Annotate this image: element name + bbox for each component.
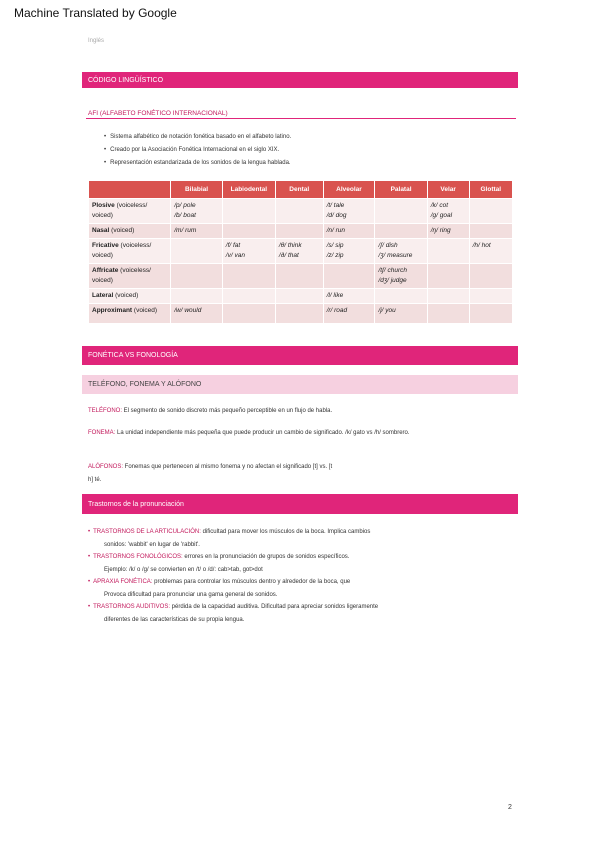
section-header-fonetica	[82, 346, 518, 365]
ipa-cell	[469, 289, 512, 304]
voicing-note: (voiceless/ voiced)	[92, 267, 151, 284]
ipa-cell	[375, 199, 427, 224]
ipa-cell	[171, 264, 223, 289]
ipa-cell	[275, 264, 323, 289]
manner-label: Affricate	[92, 267, 119, 274]
ipa-cell	[275, 224, 323, 239]
ipa-row-header	[89, 264, 171, 289]
section-title: FONÉTICA VS FONOLOGÍA	[88, 352, 178, 359]
ipa-column-header: Glottal	[469, 181, 512, 199]
ipa-cell: /m/ rum	[171, 224, 223, 239]
ipa-cell	[427, 239, 469, 264]
section-title: Trastornos de la pronunciación	[88, 500, 184, 508]
disorder-text: pérdida de la capacidad auditiva. Dificultad para apreciar sonidos ligeramente	[170, 604, 379, 610]
alofonos-continuation: h] té.	[88, 477, 102, 483]
list-item	[88, 551, 378, 564]
ipa-cell: /l/ like	[323, 289, 375, 304]
list-item-continuation: Provoca dificultad para pronunciar una gama general de sonidos.	[104, 591, 278, 598]
voicing-note: (voiced)	[109, 227, 135, 234]
ipa-column-header: Bilabial	[171, 181, 223, 199]
ipa-row-header	[89, 289, 171, 304]
disorder-label: TRASTORNOS DE LA ARTICULACIÓN:	[93, 529, 201, 535]
telefono-definition	[88, 408, 332, 414]
disorder-text: errores en la pronunciación de grupos de sonidos específicos.	[182, 554, 350, 560]
ipa-column-header: Alveolar	[323, 181, 375, 199]
bullet-icon: •	[88, 529, 91, 535]
ipa-cell: /t/ tale /d/ dog	[323, 199, 375, 224]
disorder-label: TRASTORNOS FONOLÓGICOS:	[93, 554, 183, 560]
manner-label: Nasal	[92, 227, 110, 234]
alofonos-definition	[88, 464, 332, 470]
term-label: FONEMA:	[88, 430, 116, 436]
subsection-title: TELÉFONO, FONEMA Y ALÓFONO	[88, 381, 202, 388]
table-row	[89, 239, 513, 264]
ipa-table-header	[89, 181, 513, 199]
ipa-cell: /s/ sip /z/ zip	[323, 239, 375, 264]
ipa-cell	[427, 304, 469, 324]
ipa-cell	[469, 199, 512, 224]
ipa-cell	[469, 264, 512, 289]
ipa-cell	[375, 224, 427, 239]
trastornos-list	[88, 526, 378, 626]
ipa-cell	[171, 289, 223, 304]
ipa-cell: /r/ road	[323, 304, 375, 324]
ipa-cell	[275, 199, 323, 224]
subsection-header-telefono	[82, 375, 518, 394]
ipa-cell: /ŋ/ ring	[427, 224, 469, 239]
disorder-text: dificultad para mover los músculos de la boca. Implica cambios	[200, 529, 371, 535]
section-header-trastornos	[82, 494, 518, 514]
ipa-cell	[222, 224, 275, 239]
list-item-continuation: Ejemplo: /k/ o /g/ se convierten en /t/ o /d/: cab>tab, got>dot	[104, 566, 263, 573]
list-item	[88, 601, 378, 614]
manner-label: Fricative	[92, 242, 119, 249]
ipa-cell	[323, 264, 375, 289]
term-label: TELÉFONO:	[88, 408, 123, 414]
term-text: La unidad independiente más pequeña que puede producir un cambio de significado. /k/ gato vs /h/ sombrero.	[115, 430, 410, 436]
disorder-text: problemas para controlar los músculos dentro y alrededor de la boca, que	[152, 579, 351, 585]
table-row	[89, 224, 513, 239]
ipa-cell: /k/ cot /g/ goal	[427, 199, 469, 224]
ipa-cell	[375, 289, 427, 304]
table-row	[89, 264, 513, 289]
manner-label: Plosive	[92, 202, 115, 209]
manner-label: Approximant	[92, 307, 133, 314]
disorder-label: APRAXIA FONÉTICA:	[93, 579, 153, 585]
term-label: ALÓFONOS:	[88, 464, 124, 470]
ipa-cell	[171, 239, 223, 264]
ipa-row-header	[89, 224, 171, 239]
list-item: • Sistema alfabético de notación fonética basado en el alfabeto latino.	[104, 134, 291, 147]
ipa-cell: /ʃ/ dish /ʒ/ measure	[375, 239, 427, 264]
ipa-cell: /h/ hot	[469, 239, 512, 264]
afi-bullet-list	[104, 134, 291, 173]
ipa-cell: /θ/ think /ð/ that	[275, 239, 323, 264]
ipa-cell: /tʃ/ church /dʒ/ judge	[375, 264, 427, 289]
ipa-table	[88, 180, 513, 324]
ipa-cell: /n/ run	[323, 224, 375, 239]
list-item	[88, 526, 378, 539]
ipa-cell	[275, 304, 323, 324]
ipa-cell	[427, 264, 469, 289]
table-row	[89, 199, 513, 224]
ipa-cell	[222, 264, 275, 289]
list-item: • Representación estandarizada de los sonidos de la lengua hablada.	[104, 160, 291, 173]
list-item-continuation: sonidos: 'wabbit' en lugar de 'rabbit'.	[104, 541, 200, 548]
list-item-continuation: diferentes de las características de su propia lengua.	[104, 616, 245, 623]
bullet-icon: •	[88, 604, 91, 610]
ipa-cell: /p/ pole /b/ boat	[171, 199, 223, 224]
disorder-label: TRASTORNOS AUDITIVOS:	[93, 604, 171, 610]
section-title: CÓDIGO LINGÜÍSTICO	[88, 76, 164, 84]
ipa-row-header	[89, 304, 171, 324]
ipa-cell	[469, 304, 512, 324]
term-text: El segmento de sonido discreto más pequeño perceptible en un flujo de habla.	[122, 408, 333, 414]
voicing-note: (voiced)	[132, 307, 158, 314]
ipa-column-header: Dental	[275, 181, 323, 199]
subtitle-underline	[86, 118, 516, 119]
ipa-cell: /f/ fat /v/ van	[222, 239, 275, 264]
ipa-row-header	[89, 199, 171, 224]
ipa-column-header: Velar	[427, 181, 469, 199]
ipa-cell	[427, 289, 469, 304]
ipa-column-header	[89, 181, 171, 199]
voicing-note: (voiceless/ voiced)	[92, 202, 148, 219]
list-item: • Creado por la Asociación Fonética Internacional en el siglo XIX.	[104, 147, 291, 160]
table-row	[89, 289, 513, 304]
voicing-note: (voiceless/ voiced)	[92, 242, 152, 259]
list-item	[88, 576, 378, 589]
page-number: 2	[508, 804, 512, 811]
manner-label: Lateral	[92, 292, 114, 299]
ipa-cell	[222, 289, 275, 304]
ipa-row-header	[89, 239, 171, 264]
section-header-codigo	[82, 72, 518, 88]
fonema-definition	[88, 430, 410, 436]
ipa-cell: /w/ would	[171, 304, 223, 324]
ipa-cell: /j/ you	[375, 304, 427, 324]
voicing-note: (voiced)	[113, 292, 139, 299]
term-text: Fonemas que pertenecen al mismo fonema y no afectan el significado [t] vs. [t	[123, 464, 333, 470]
afi-subtitle: AFI (ALFABETO FONÉTICO INTERNACIONAL)	[88, 110, 228, 117]
language-label: Inglés	[88, 38, 105, 44]
ipa-cell	[222, 304, 275, 324]
ipa-column-header: Labiodental	[222, 181, 275, 199]
ipa-cell	[469, 224, 512, 239]
ipa-cell	[222, 199, 275, 224]
table-row	[89, 304, 513, 324]
ipa-cell	[275, 289, 323, 304]
bullet-icon: •	[88, 579, 91, 585]
bullet-icon: •	[88, 554, 91, 560]
ipa-column-header: Palatal	[375, 181, 427, 199]
machine-translated-banner: Machine Translated by Google	[14, 6, 177, 20]
